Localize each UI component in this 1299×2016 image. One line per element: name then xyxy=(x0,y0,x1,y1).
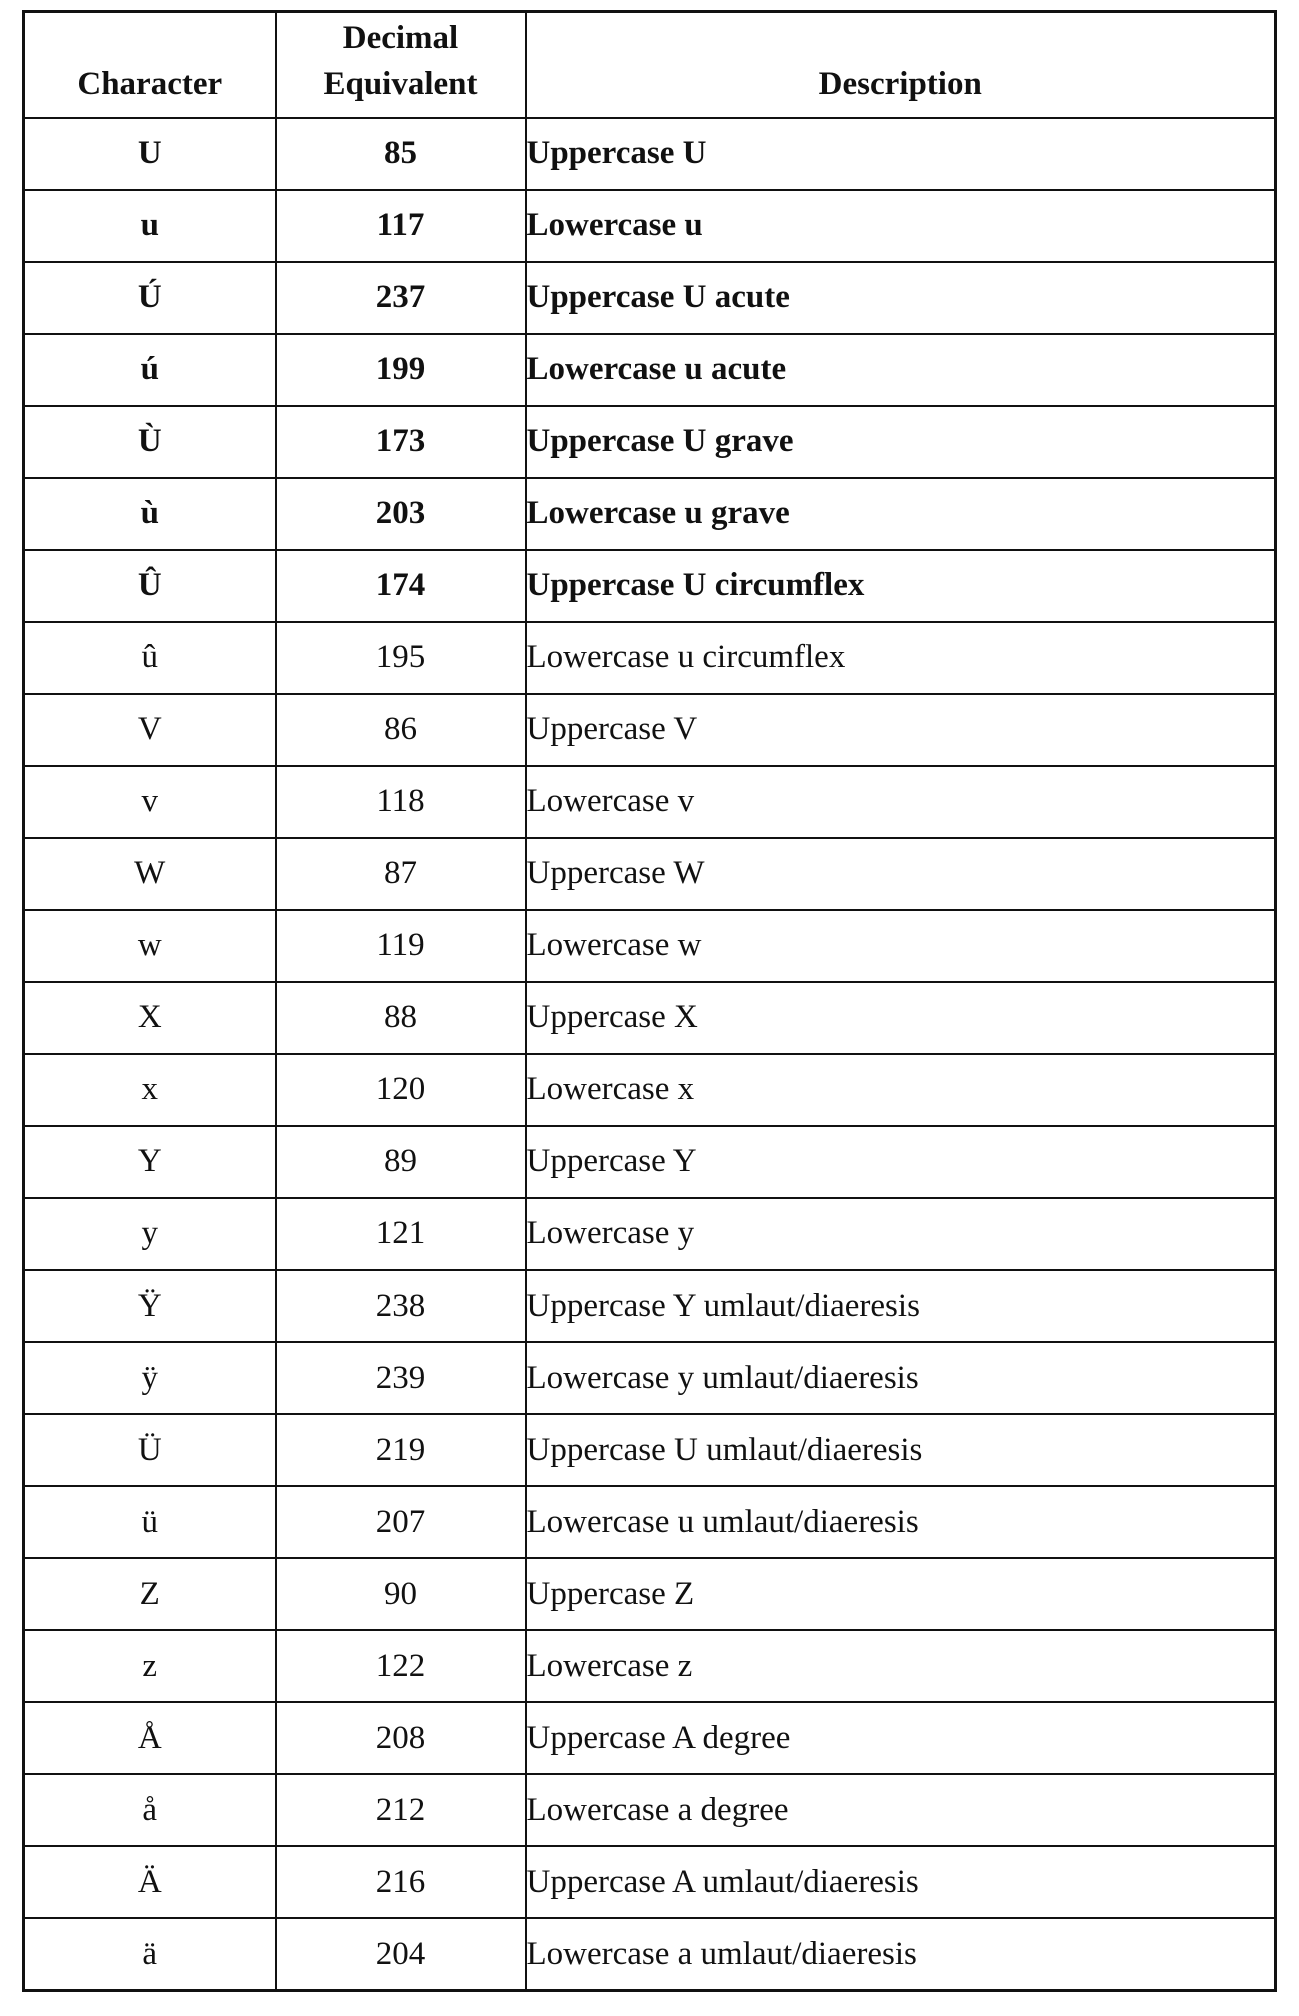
description-cell: Uppercase U umlaut/diaeresis xyxy=(526,1414,1276,1486)
decimal-cell: 239 xyxy=(276,1342,526,1414)
character-cell: å xyxy=(24,1774,276,1846)
character-cell: Z xyxy=(24,1558,276,1630)
description-cell: Lowercase w xyxy=(526,910,1276,982)
table-row xyxy=(24,1270,1276,1342)
table-row xyxy=(24,1414,1276,1486)
header-row xyxy=(24,12,1276,118)
decimal-cell: 219 xyxy=(276,1414,526,1486)
table-row xyxy=(24,1630,1276,1702)
decimal-cell: 174 xyxy=(276,550,526,622)
description-cell: Uppercase A degree xyxy=(526,1702,1276,1774)
character-cell: z xyxy=(24,1630,276,1702)
table-row xyxy=(24,334,1276,406)
table-row xyxy=(24,550,1276,622)
table-row xyxy=(24,262,1276,334)
decimal-cell: 204 xyxy=(276,1918,526,1990)
description-cell: Uppercase Y umlaut/diaeresis xyxy=(526,1270,1276,1342)
decimal-cell: 216 xyxy=(276,1846,526,1918)
character-cell: v xyxy=(24,766,276,838)
character-cell: w xyxy=(24,910,276,982)
description-cell: Lowercase v xyxy=(526,766,1276,838)
character-cell: Ü xyxy=(24,1414,276,1486)
character-code-table xyxy=(22,10,1277,1992)
table-row xyxy=(24,406,1276,478)
character-cell: Ä xyxy=(24,1846,276,1918)
description-cell: Uppercase A umlaut/diaeresis xyxy=(526,1846,1276,1918)
table-row xyxy=(24,982,1276,1054)
character-cell: û xyxy=(24,622,276,694)
character-cell: ÿ xyxy=(24,1342,276,1414)
description-cell: Uppercase X xyxy=(526,982,1276,1054)
description-cell: Uppercase U xyxy=(526,118,1276,190)
description-cell: Uppercase U circumflex xyxy=(526,550,1276,622)
header-decimal-line2: Equivalent xyxy=(323,65,478,102)
description-cell: Lowercase z xyxy=(526,1630,1276,1702)
table-row xyxy=(24,118,1276,190)
decimal-cell: 117 xyxy=(276,190,526,262)
decimal-cell: 118 xyxy=(276,766,526,838)
decimal-cell: 207 xyxy=(276,1486,526,1558)
decimal-cell: 237 xyxy=(276,262,526,334)
character-cell: V xyxy=(24,694,276,766)
table-row xyxy=(24,1774,1276,1846)
table-body xyxy=(24,118,1276,1991)
table-row xyxy=(24,838,1276,910)
decimal-cell: 238 xyxy=(276,1270,526,1342)
decimal-cell: 120 xyxy=(276,1054,526,1126)
table-row xyxy=(24,1342,1276,1414)
table-row xyxy=(24,1198,1276,1270)
decimal-cell: 199 xyxy=(276,334,526,406)
header-decimal-line1: Decimal xyxy=(342,19,459,56)
description-cell: Lowercase u grave xyxy=(526,478,1276,550)
character-cell: ü xyxy=(24,1486,276,1558)
character-cell: ä xyxy=(24,1918,276,1990)
description-cell: Lowercase a umlaut/diaeresis xyxy=(526,1918,1276,1990)
decimal-cell: 121 xyxy=(276,1198,526,1270)
description-cell: Lowercase y xyxy=(526,1198,1276,1270)
decimal-cell: 195 xyxy=(276,622,526,694)
description-cell: Lowercase u xyxy=(526,190,1276,262)
header-description xyxy=(526,12,1276,118)
header-character xyxy=(24,12,276,118)
table-row xyxy=(24,1846,1276,1918)
decimal-cell: 208 xyxy=(276,1702,526,1774)
table-row xyxy=(24,694,1276,766)
description-cell: Lowercase x xyxy=(526,1054,1276,1126)
character-cell: W xyxy=(24,838,276,910)
decimal-cell: 173 xyxy=(276,406,526,478)
character-cell: U xyxy=(24,118,276,190)
table-row xyxy=(24,1558,1276,1630)
decimal-cell: 89 xyxy=(276,1126,526,1198)
table-row xyxy=(24,478,1276,550)
description-cell: Uppercase U grave xyxy=(526,406,1276,478)
character-cell: X xyxy=(24,982,276,1054)
character-cell: ù xyxy=(24,478,276,550)
table-row xyxy=(24,190,1276,262)
table-row xyxy=(24,1486,1276,1558)
table-row xyxy=(24,1918,1276,1990)
decimal-cell: 122 xyxy=(276,1630,526,1702)
description-cell: Lowercase y umlaut/diaeresis xyxy=(526,1342,1276,1414)
decimal-cell: 119 xyxy=(276,910,526,982)
table-row xyxy=(24,1126,1276,1198)
character-cell: Ú xyxy=(24,262,276,334)
description-cell: Lowercase u acute xyxy=(526,334,1276,406)
header-decimal-equivalent xyxy=(276,12,526,118)
table-row xyxy=(24,910,1276,982)
description-cell: Uppercase U acute xyxy=(526,262,1276,334)
character-cell: ú xyxy=(24,334,276,406)
description-cell: Uppercase Z xyxy=(526,1558,1276,1630)
description-cell: Lowercase u circumflex xyxy=(526,622,1276,694)
table-row xyxy=(24,622,1276,694)
table-header xyxy=(24,12,1276,118)
description-cell: Uppercase V xyxy=(526,694,1276,766)
character-cell: u xyxy=(24,190,276,262)
decimal-cell: 87 xyxy=(276,838,526,910)
table-row xyxy=(24,766,1276,838)
description-cell: Lowercase a degree xyxy=(526,1774,1276,1846)
decimal-cell: 90 xyxy=(276,1558,526,1630)
decimal-cell: 86 xyxy=(276,694,526,766)
table-row xyxy=(24,1054,1276,1126)
character-cell: x xyxy=(24,1054,276,1126)
description-cell: Uppercase Y xyxy=(526,1126,1276,1198)
character-cell: Y xyxy=(24,1126,276,1198)
character-cell: Ÿ xyxy=(24,1270,276,1342)
description-cell: Uppercase W xyxy=(526,838,1276,910)
description-cell: Lowercase u umlaut/diaeresis xyxy=(526,1486,1276,1558)
table-row xyxy=(24,1702,1276,1774)
character-cell: Û xyxy=(24,550,276,622)
character-cell: Ù xyxy=(24,406,276,478)
header-character-label: Character xyxy=(77,65,223,102)
decimal-cell: 203 xyxy=(276,478,526,550)
header-description-label: Description xyxy=(818,65,982,102)
character-cell: Å xyxy=(24,1702,276,1774)
decimal-cell: 212 xyxy=(276,1774,526,1846)
decimal-cell: 88 xyxy=(276,982,526,1054)
character-cell: y xyxy=(24,1198,276,1270)
decimal-cell: 85 xyxy=(276,118,526,190)
